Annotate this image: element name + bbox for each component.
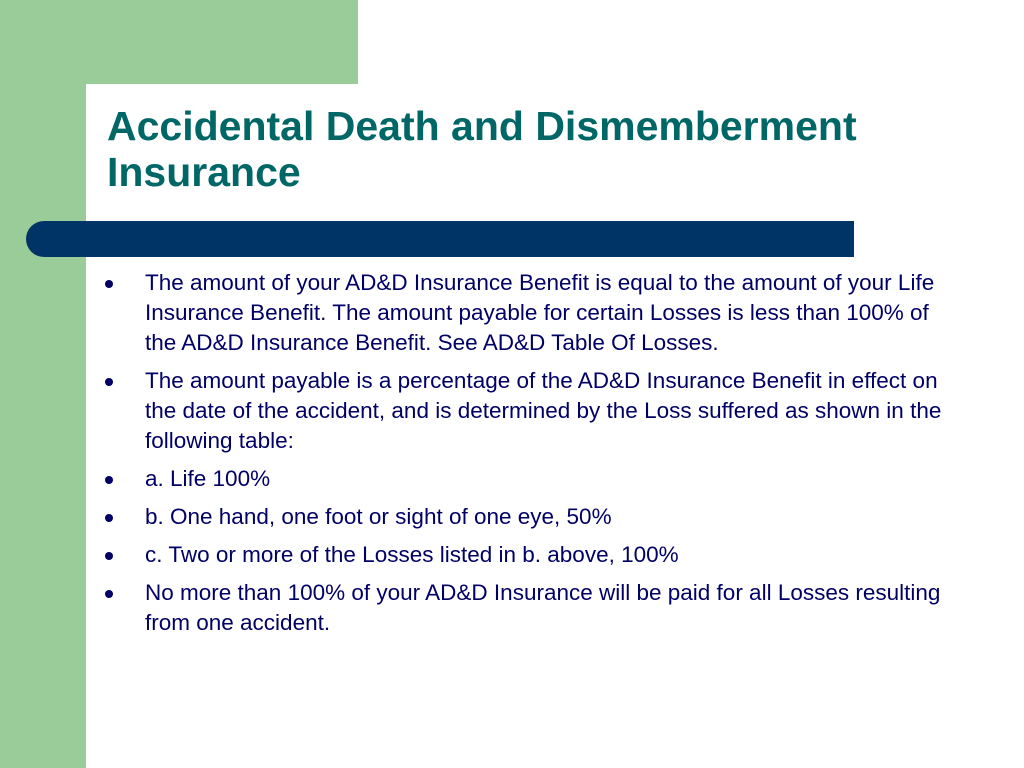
bullet-dot-icon xyxy=(105,280,113,288)
title-underline-bar xyxy=(26,221,854,257)
bullet-text: b. One hand, one foot or sight of one eye, 50% xyxy=(145,504,612,529)
bullet-dot-icon xyxy=(105,378,113,386)
bullet-text: c. Two or more of the Losses listed in b. above, 100% xyxy=(145,542,679,567)
bullet-item xyxy=(103,268,953,358)
slide-title: Accidental Death and Dismemberment Insurance xyxy=(107,103,857,195)
decorative-green-strip xyxy=(0,0,86,768)
bullet-item xyxy=(103,464,953,494)
bullet-text: The amount payable is a percentage of the AD&D Insurance Benefit in effect on the date of the accident, and is determined by the Loss suffered as shown in the following table: xyxy=(145,368,942,453)
bullet-dot-icon xyxy=(105,476,113,484)
bullet-item xyxy=(103,578,953,638)
bullet-item xyxy=(103,366,953,456)
bullet-dot-icon xyxy=(105,552,113,560)
bullet-list xyxy=(103,268,953,646)
bullet-dot-icon xyxy=(105,590,113,598)
bullet-text: No more than 100% of your AD&D Insurance will be paid for all Losses resulting from one accident. xyxy=(145,580,941,635)
bullet-text: a. Life 100% xyxy=(145,466,271,491)
bullet-text: The amount of your AD&D Insurance Benefit is equal to the amount of your Life Insurance Benefit. The amount payable for certain Losses is less than 100% of the AD&D Insurance Benefit. See AD&D Table Of Losses. xyxy=(145,270,935,355)
bullet-item xyxy=(103,502,953,532)
bullet-item xyxy=(103,540,953,570)
bullet-dot-icon xyxy=(105,514,113,522)
